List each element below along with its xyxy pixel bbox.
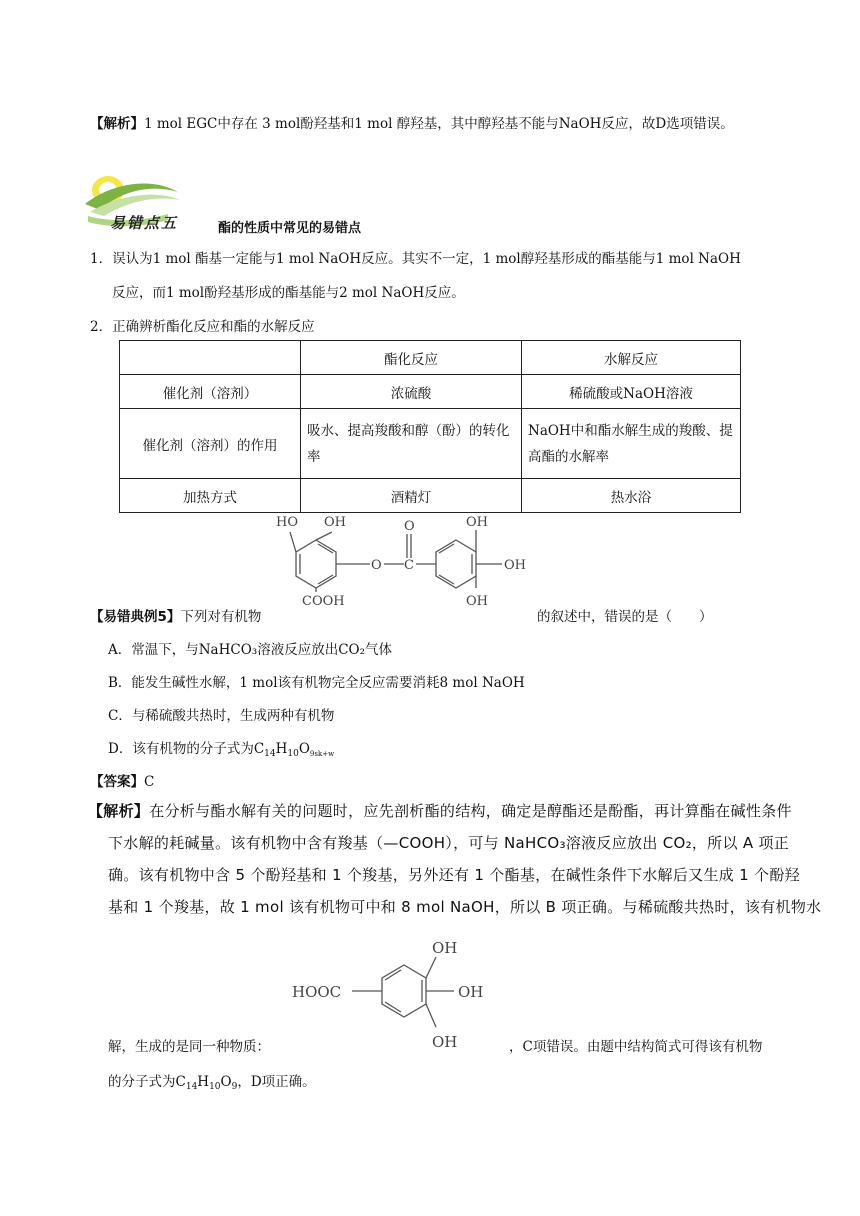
option-b: B．能发生碱性水解，1 mol该有机物完全反应需要消耗8 mol NaOH (108, 675, 525, 691)
structure-label: OH (432, 939, 458, 957)
point-2: 2．正确辨析酯化反应和酯的水解反应 (90, 319, 315, 335)
answer-value: C (144, 774, 155, 790)
example-stem (90, 605, 261, 625)
intro-label: 【解析】 (90, 116, 144, 132)
example-stem-before: 下列对有机物 (180, 609, 262, 625)
table-cell: 吸水、提高羧酸和醇（酚）的转化率 (301, 409, 522, 479)
point-1-line-1: 1．误认为1 mol 酯基一定能与1 mol NaOH反应。其实不一定，1 mol醇羟基形成的酯基能与1 mol NaOH (90, 251, 741, 267)
structure-label: OH (458, 983, 484, 1001)
intro-paragraph (90, 112, 734, 132)
structure-label: O (404, 519, 415, 534)
analysis-line-1: 【解析】在分析与酯水解有关的问题时，应先剖析酯的结构，确定是醇酯还是酚酯，再计算酯在碱性条件 (88, 802, 792, 820)
table-cell: 催化剂（溶剂） (120, 375, 301, 409)
point-1-line-2: 反应，而1 mol酚羟基形成的酯基能与2 mol NaOH反应。 (112, 285, 465, 301)
option-d: D．该有机物的分子式为$C_{14}H_{10}O_{9sk+w}$ (108, 741, 335, 759)
structure-label: OH (432, 1033, 458, 1051)
table-header-cell: 水解反应 (522, 341, 741, 375)
table-cell: 加热方式 (120, 479, 301, 513)
table-cell: 酒精灯 (301, 479, 522, 513)
table-cell: 热水浴 (522, 479, 741, 513)
analysis-line-4: 基和 1 个羧基，故 1 mol 该有机物可中和 8 mol NaOH，所以 B 项正确。与稀硫酸共热时，该有机物水 (108, 898, 822, 916)
table-row (120, 409, 741, 479)
option-a: A．常温下，与NaHCO₃溶液反应放出CO₂气体 (108, 642, 393, 658)
table-cell: 浓硫酸 (301, 375, 522, 409)
table-cell: 稀硫酸或NaOH溶液 (522, 375, 741, 409)
example-stem-after: 的叙述中，错误的是（ ） (537, 609, 713, 625)
table-header-cell: 酯化反应 (301, 341, 522, 375)
section-badge (80, 170, 220, 232)
example-label: 【易错典例5】 (90, 609, 181, 625)
analysis-line-5-after: ，C项错误。由题中结构简式可得该有机物 (509, 1039, 763, 1055)
table-header-cell (120, 341, 301, 375)
structure-label: HOOC (292, 983, 342, 1001)
table-row (120, 375, 741, 409)
structure-label: OH (466, 594, 488, 609)
answer-label: 【答案】 (90, 774, 144, 790)
structure-label: COOH (302, 594, 345, 609)
analysis-line-3: 确。该有机物中含 5 个酚羟基和 1 个羧基，另外还有 1 个酯基，在碱性条件下水解后又生成 1 个酚羟 (108, 866, 800, 884)
structure-label: OH (504, 558, 526, 573)
structure-label: OH (466, 515, 488, 530)
table-cell: 催化剂（溶剂）的作用 (120, 409, 301, 479)
answer-line (90, 770, 154, 790)
intro-text: 1 mol EGC中存在 3 mol酚羟基和1 mol 醇羟基，其中醇羟基不能与NaOH反应，故D选项错误。 (144, 116, 734, 132)
structure-label: O (371, 558, 382, 573)
gallic-acid-structure-diagram (290, 935, 510, 1053)
table-row (120, 479, 741, 513)
option-c: C．与稀硫酸共热时，生成两种有机物 (108, 708, 335, 724)
analysis-label: 【解析】 (88, 802, 150, 820)
analysis-line-6: 的分子式为$C_{14}H_{10}O_9$，D项正确。 (108, 1074, 316, 1092)
section-badge-text: 易错点五 (110, 214, 179, 232)
table-cell: NaOH中和酯水解生成的羧酸、提高酯的水解率 (522, 409, 741, 479)
section-title: 酯的性质中常见的易错点 (218, 221, 362, 236)
depside-structure-diagram (270, 510, 540, 610)
analysis-line-2: 下水解的耗碱量。该有机物中含有羧基（—COOH），可与 NaHCO₃溶液反应放出 CO₂，所以 A 项正 (108, 834, 790, 852)
structure-label: C (404, 558, 414, 573)
structure-label: OH (324, 515, 346, 530)
table-header-row (120, 341, 741, 375)
analysis-line-5-before: 解，生成的是同一种物质： (108, 1039, 270, 1055)
structure-label: HO (276, 515, 298, 530)
comparison-table (119, 340, 741, 513)
